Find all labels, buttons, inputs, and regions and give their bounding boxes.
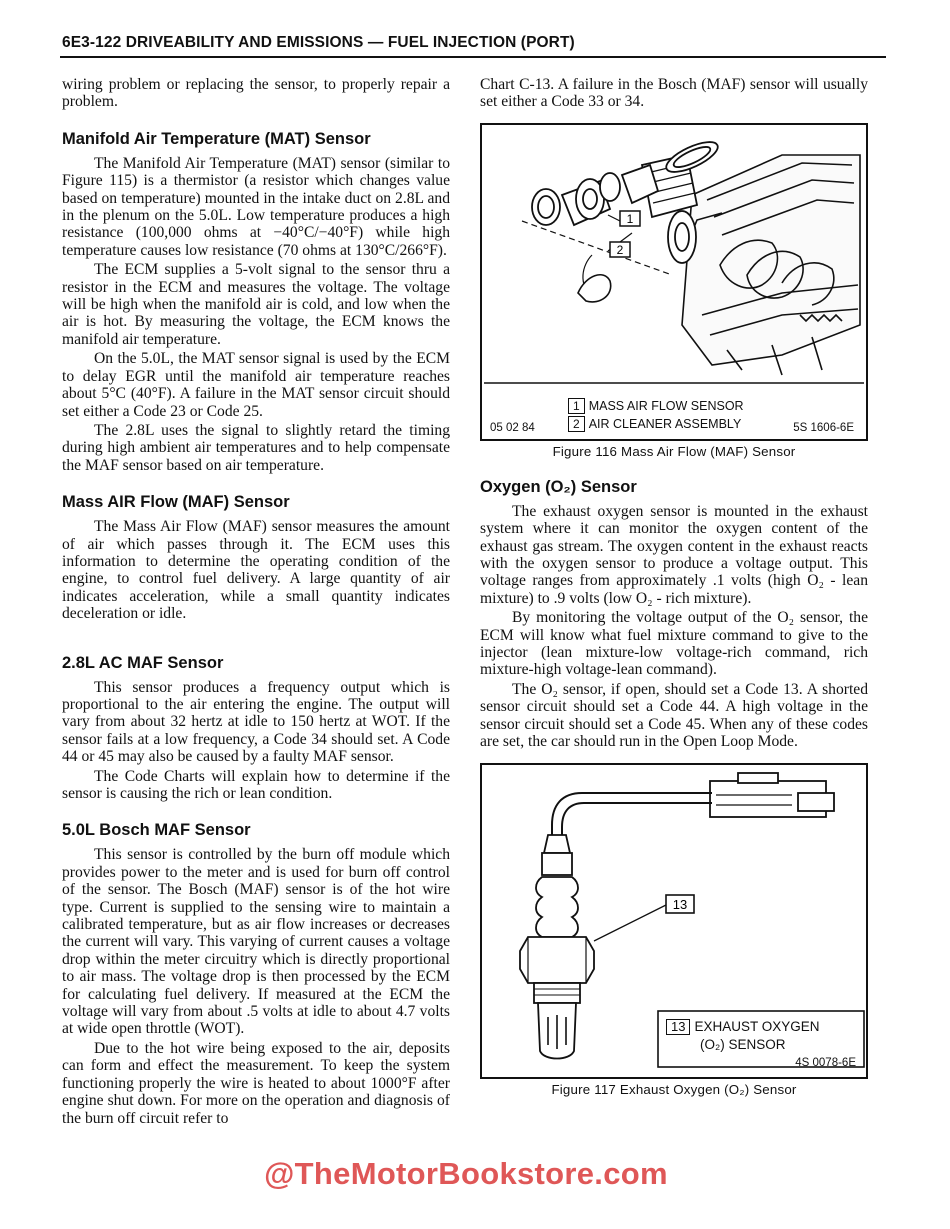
- legend-1-number: 1: [568, 398, 585, 414]
- legend-13-number: 13: [666, 1019, 690, 1035]
- o2-paragraph-3: The O₂ sensor, if open, should set a Code 13. A shorted sensor circuit should set a Code 44. A high voltage in the sensor circuit should set a Code 45. When any of these codes are set, the car should run in the Open Loop Mode.: [480, 680, 868, 751]
- bosch-maf-paragraph-1: This sensor is controlled by the burn off module which provides power to the meter and is used for burn off control of the sensor. The Bosch (MAF) sensor is of the hot wire type. Current is supplied to the sensing wire to maintain a calibrated temperature, but as air flow increases or decreases the current will vary. This varying of current causes a voltage drop within the meter circuitry which is directly proportional to air mass. The voltage drop is then processed by the ECM for calculating fuel delivery. If measured at the ECM the voltage will vary from about .5 volts at idle to about 4.7 volts at wide open throttle (WOT).: [62, 846, 450, 1038]
- right-intro-paragraph: Chart C-13. A failure in the Bosch (MAF) sensor will usually set either a Code 33 or 34.: [480, 76, 868, 111]
- figure-117-caption: Figure 117 Exhaust Oxygen (O₂) Sensor: [551, 1081, 797, 1097]
- legend-2-number: 2: [568, 416, 585, 432]
- figure-117-oxygen-sensor: [480, 763, 868, 1079]
- legend-2-text: AIR CLEANER ASSEMBLY: [588, 416, 742, 431]
- figure-117-ref-code: 4S 0078-6E: [795, 1056, 856, 1069]
- legend-1-text: MASS AIR FLOW SENSOR: [588, 398, 744, 413]
- header-rule: [60, 56, 886, 58]
- figure-116-ref-code: 5S 1606-6E: [793, 421, 854, 434]
- callout-1-label: 1: [626, 211, 634, 226]
- maf-heading: Mass AIR Flow (MAF) Sensor: [62, 493, 290, 512]
- left-intro-paragraph: wiring problem or replacing the sensor, to properly repair a problem.: [62, 76, 450, 111]
- legend-row-2: [568, 416, 741, 432]
- o2-heading: Oxygen (O₂) Sensor: [480, 477, 637, 496]
- figure-117-legend: [666, 1019, 820, 1035]
- mat-paragraph-2: The ECM supplies a 5-volt signal to the sensor thru a resistor in the ECM and measures the voltage. The voltage will be high when the manifold air is cold, and low when the air is hot. By measuring the voltage, the ECM knows the manifold air temperature.: [62, 261, 450, 348]
- ac-maf-paragraph-2: The Code Charts will explain how to determine if the sensor is causing the rich or lean condition.: [62, 767, 450, 802]
- figure-116-maf-sensor: [480, 123, 868, 441]
- legend-13-line-1: EXHAUST OXYGEN: [694, 1018, 820, 1034]
- callout-2-label: 2: [616, 242, 624, 257]
- o2-paragraph-1: The exhaust oxygen sensor is mounted in the exhaust system where it can monitor the oxygen content of the exhaust gas stream. The oxygen content in the exhaust reacts with the oxygen sensor to produce a voltage output. This voltage ranges from approximately .1 volts (high O₂ - lean mixture) to .9 volts (low O₂ - rich mixture).: [480, 502, 868, 607]
- figure-116-caption: Figure 116 Mass Air Flow (MAF) Sensor: [552, 443, 796, 459]
- mat-paragraph-1: The Manifold Air Temperature (MAT) sensor (similar to Figure 115) is a thermistor (a resistor which changes value based on temperature) mounted in the intake duct on 2.8L and in the plenum on the 5.0L. Low temperature produces a high resistance (100,000 ohms at −40°C/−40°F) while high temperature causes low resistance (70 ohms at 130°C/266°F).: [62, 154, 450, 259]
- o2-paragraph-2: By monitoring the voltage output of the O₂ sensor, the ECM will know what fuel mixture command to give to the injector (lean mixture-low voltage-rich command, rich mixture-high voltage-lean command).: [480, 609, 868, 679]
- watermark: @TheMotorBookstore.com: [264, 1156, 668, 1191]
- callout-13: [666, 895, 694, 913]
- callout-2: [610, 242, 630, 257]
- legend-row-1: [568, 398, 744, 414]
- ac-maf-paragraph-1: This sensor produces a frequency output which is proportional to the air entering the engine. The output will vary from about 32 hertz at idle to 150 hertz at WOT. If the sensor fails at a low frequency, a Code 34 should set. A Code 44 or 45 may also be caused by a faulty MAF sensor.: [62, 678, 450, 766]
- callout-1: [620, 211, 640, 226]
- page-header: 6E3-122 DRIVEABILITY AND EMISSIONS — FUEL INJECTION (PORT): [62, 34, 575, 51]
- right-column: [480, 76, 868, 1097]
- legend-13-line-2: (O₂) SENSOR: [700, 1036, 786, 1052]
- mat-heading: Manifold Air Temperature (MAT) Sensor: [62, 129, 371, 148]
- ac-maf-heading: 2.8L AC MAF Sensor: [62, 653, 224, 672]
- bosch-maf-heading: 5.0L Bosch MAF Sensor: [62, 821, 251, 840]
- maf-paragraph-1: The Mass Air Flow (MAF) sensor measures the amount of air which passes through it. The ECM uses this information to determine the operating condition of the engine, to control fuel delivery. A large quantity of air indicates acceleration, while a small quantity indicates deceleration or idle.: [62, 518, 450, 623]
- callout-13-label: 13: [672, 896, 688, 912]
- bosch-maf-paragraph-2: Due to the hot wire being exposed to the air, deposits can form and effect the measurement. To keep the system functioning properly the wire is heated to about 1000°F after engine shut down. For more on the operation and diagnosis of the burn off circuit refer to: [62, 1039, 450, 1127]
- mat-paragraph-3: On the 5.0L, the MAT sensor signal is used by the ECM to delay EGR until the manifold air temperature reaches about 5°C (40°F). A failure in the MAT sensor circuit should set either a Code 23 or Code 25.: [62, 350, 450, 420]
- figure-116-date-code: 05 02 84: [490, 421, 535, 434]
- maf-sensor-engine-illustration: [482, 125, 866, 387]
- mat-paragraph-4: The 2.8L uses the signal to slightly retard the timing during high ambient air temperatures and to help compensate the MAF sensor based on air temperature.: [62, 421, 450, 474]
- left-column: [62, 76, 450, 1127]
